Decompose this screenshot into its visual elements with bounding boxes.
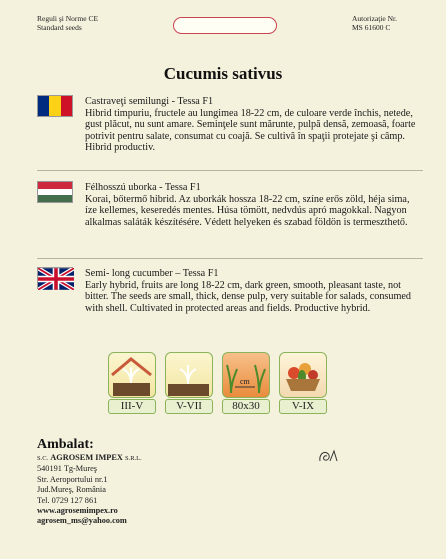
standards-line-2: Standard seeds <box>37 23 82 32</box>
spacing-icon <box>222 352 270 414</box>
authorization-line-2: MS 61600 C <box>352 23 391 32</box>
standards-note <box>37 14 98 32</box>
sowing-period-label: III-V <box>108 399 156 414</box>
section-body: Hibrid timpuriu, fructele au lungimea 18-22 cm, de culoare verde închis, netede, gust plăcut, nu sunt amare. Seminţele sunt mărunte, pulpă densă, zemoasă, foarte potrivit pentru salate, consumat cu coajă. Se cultivă în spaţii protejate şi câmp. Hibrid productiv. <box>85 107 416 154</box>
email-link[interactable]: agrosem_ms@yahoo.com <box>37 516 127 526</box>
section-hungarian <box>85 182 417 228</box>
spacing-unit: cm <box>240 377 250 386</box>
section-heading: Félhosszú uborka - Tessa F1 <box>85 182 201 193</box>
section-body: Early hybrid, fruits are long 18-22 cm, dark green, smooth, pleasant taste, not bitter. The seeds are small, thick, dense pulp, very suitable for salads, consumed with shell. Cultivated in protected areas and fields. Productive hybrid. <box>85 279 412 314</box>
uk-flag-icon <box>37 267 73 289</box>
hungary-flag-icon <box>37 181 73 203</box>
field-sowing-icon <box>165 352 213 414</box>
authorization-line-1: Autorizaţie Nr. <box>352 14 397 23</box>
spacing-label: 80x30 <box>222 399 270 414</box>
phone-line: Tel. 0729 127 861 <box>37 495 98 505</box>
website-link[interactable]: www.agrosemimpex.ro <box>37 506 118 516</box>
section-english <box>85 268 417 314</box>
product-title: Cucumis sativus <box>163 64 283 83</box>
authorization-note <box>352 14 397 32</box>
company-logo-icon <box>317 449 339 466</box>
planting-period-label: V-VII <box>165 399 213 414</box>
greenhouse-sowing-icon <box>108 352 156 414</box>
section-heading: Semi- long cucumber – Tessa F1 <box>85 268 219 279</box>
address-line: Str. Aeroportului nr.1 <box>37 474 108 484</box>
section-romanian <box>85 96 417 154</box>
address-line: Jud.Mureş, România <box>37 485 106 495</box>
hanging-slot <box>173 17 277 34</box>
harvest-icon <box>279 352 327 414</box>
romania-flag-icon <box>37 95 73 117</box>
packer-address <box>37 453 142 527</box>
section-heading: Castraveţi semilungi - Tessa F1 <box>85 96 214 107</box>
section-body: Korai, bőtermő hibrid. Az uborkák hossza 18-22 cm, színe erős zöld, héja sima, íze kellemes, keseredés mentes. Húsa tömött, nedvdús apró magokkal. Nagyon alkalmas saláták készítésére. Védett helyeken és szabad földön is termeszthető. <box>85 193 410 228</box>
divider <box>37 170 423 171</box>
packer-heading: Ambalat: <box>37 437 94 452</box>
harvest-period-label: V-IX <box>279 399 327 414</box>
address-line: 540191 Tg-Mureş <box>37 464 97 474</box>
standards-line-1: Reguli şi Norme CE <box>37 14 99 23</box>
packer-company: S.C. AGROSEM IMPEX S.R.L. <box>37 453 142 462</box>
divider <box>37 258 423 259</box>
